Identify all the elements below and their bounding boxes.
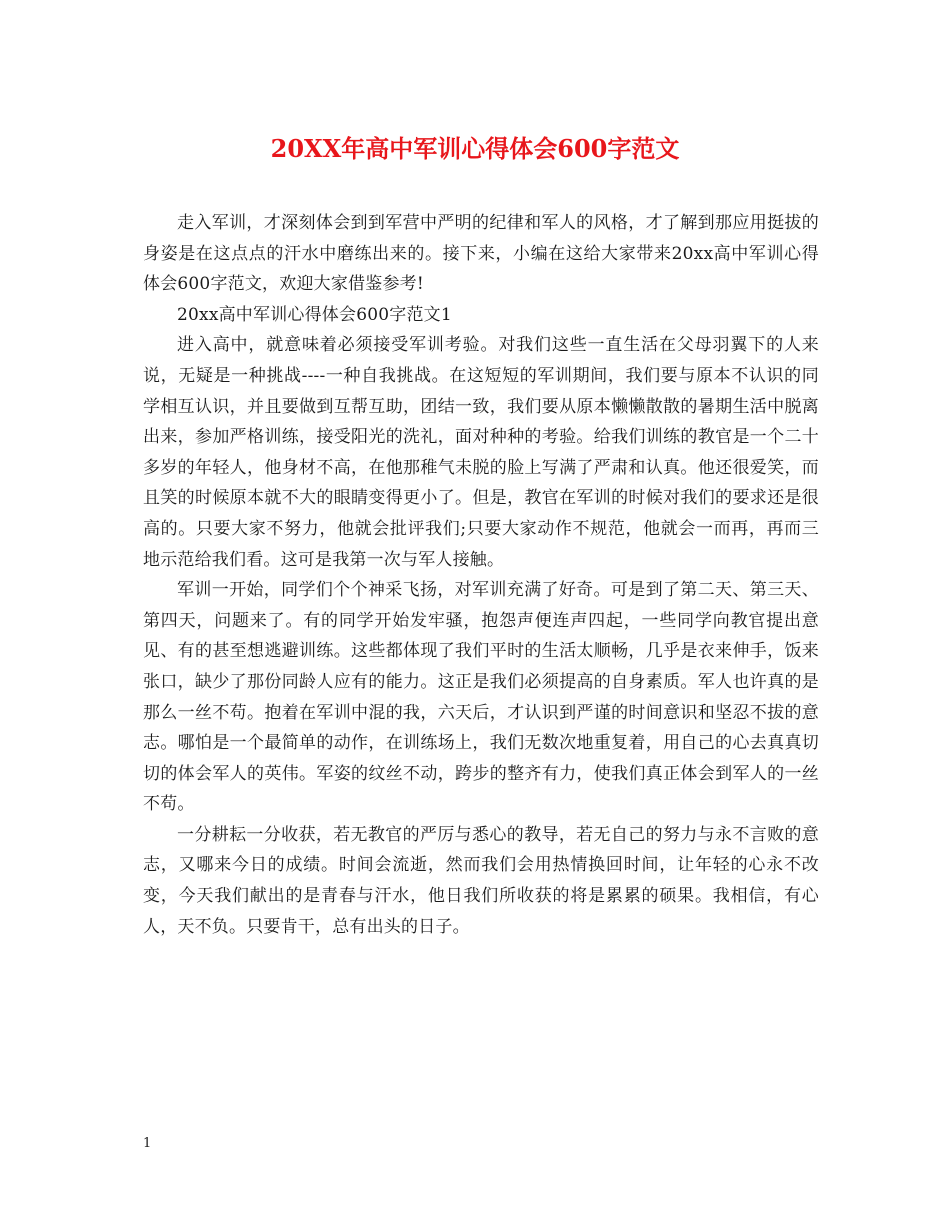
document-title: 20XX年高中军训心得体会600字范文 [270, 134, 680, 163]
document-body [143, 208, 819, 942]
body-paragraph: 一分耕耘一分收获，若无教官的严厉与悉心的教导，若无自己的努力与永不言败的意志，又哪来今日的成绩。时间会流逝，然而我们会用热情换回时间，让年轻的心永不改变，今天我们献出的是青春与汗水，他日我们所收获的将是累累的硕果。我相信，有心人，天不负。只要肯干，总有出头的日子。 [143, 824, 819, 937]
section-heading: 20xx高中军训心得体会600字范文1 [177, 304, 452, 325]
body-paragraph: 军训一开始，同学们个个神采飞扬，对军训充满了好奇。可是到了第二天、第三天、第四天，问题来了。有的同学开始发牢骚，抱怨声便连声四起，一些同学向教官提出意见、有的甚至想逃避训练。这些都体现了我们平时的生活太顺畅，几乎是衣来伸手，饭来张口，缺少了那份同龄人应有的能力。这正是我们必须提高的自身素质。军人也许真的是那么一丝不苟。抱着在军训中混的我，六天后，才认识到严谨的时间意识和坚忍不拔的意志。哪怕是一个最简单的动作，在训练场上，我们无数次地重复着，用自己的心去真真切切的体会军人的英伟。军姿的纹丝不动，跨步的整齐有力，使我们真正体会到军人的一丝不苟。 [143, 580, 819, 815]
body-paragraph: 进入高中，就意味着必须接受军训考验。对我们这些一直生活在父母羽翼下的人来说，无疑是一种挑战----一种自我挑战。在这短短的军训期间，我们要与原本不认识的同学相互认识，并且要做到互帮互助，团结一致，我们要从原本懒懒散散的暑期生活中脱离出来，参加严格训练，接受阳光的洗礼，面对种种的考验。给我们训练的教官是一个二十多岁的年轻人，他身材不高，在他那稚气未脱的脸上写满了严肃和认真。他还很爱笑，而且笑的时候原本就不大的眼睛变得更小了。但是，教官在军训的时候对我们的要求还是很高的。只要大家不努力，他就会批评我们;只要大家动作不规范，他就会一而再，再而三地示范给我们看。这可是我第一次与军人接触。 [143, 335, 819, 570]
page-number: 1 [143, 1136, 152, 1151]
intro-paragraph: 走入军训，才深刻体会到到军营中严明的纪律和军人的风格，才了解到那应用挺拔的身姿是在这点点的汗水中磨练出来的。接下来，小编在这给大家带来20xx高中军训心得体会600字范文，欢迎大家借鉴参考! [143, 213, 819, 295]
